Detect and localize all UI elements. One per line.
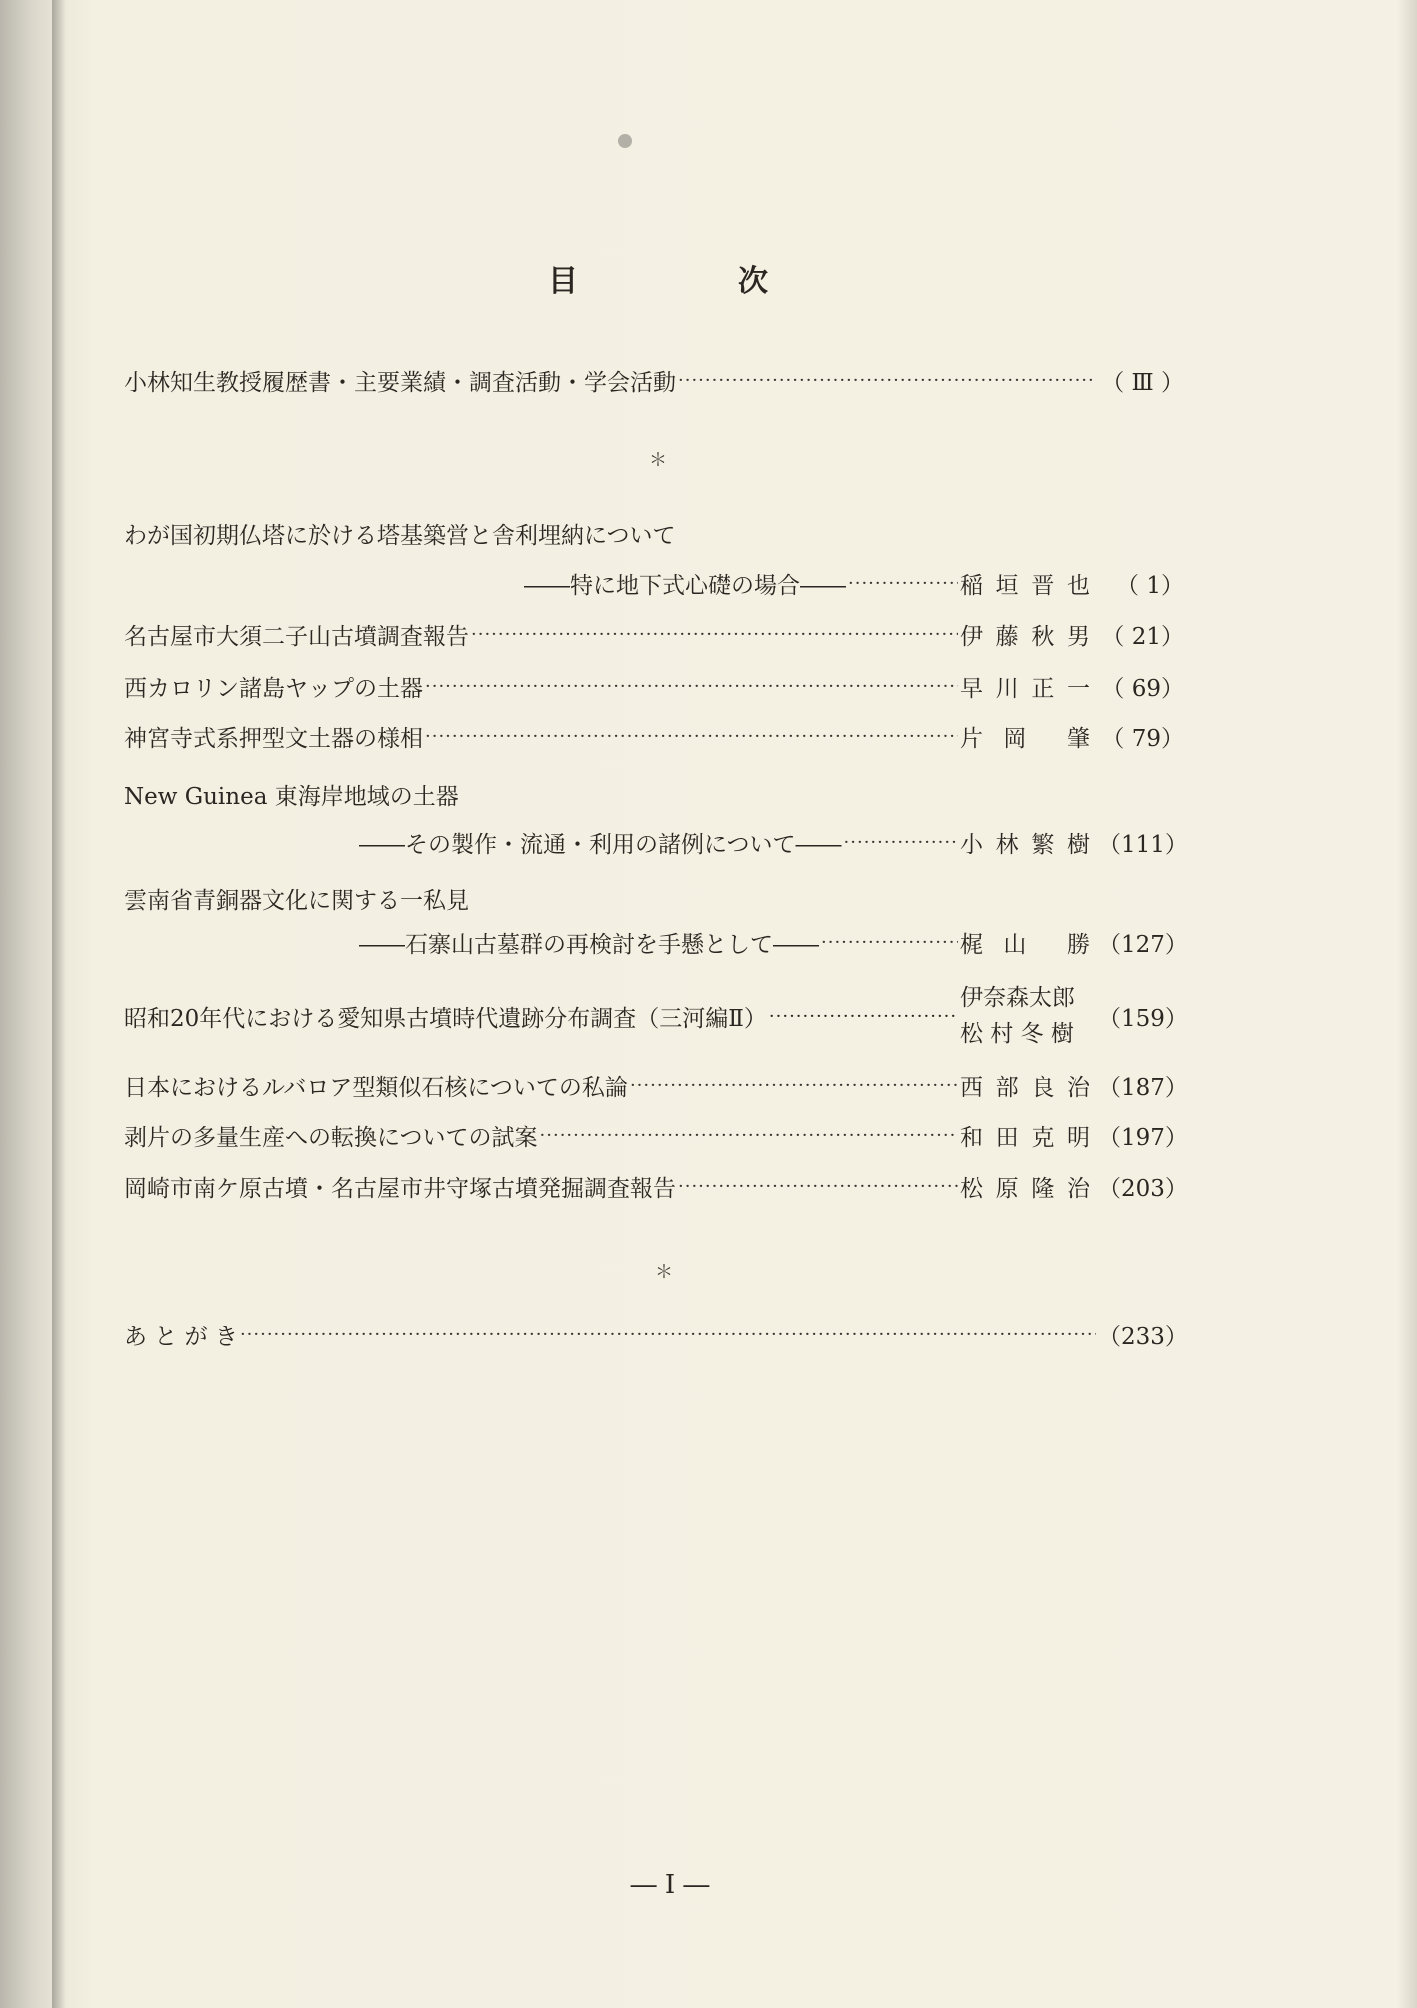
toc-entry [124,1166,1188,1206]
page-edge [1397,0,1417,2008]
leader-dots [769,1006,958,1027]
entry-title: 岡崎市南ケ原古墳・名古屋市井守塚古墳発掘調査報告 [124,1175,676,1202]
toc-entry [124,666,1184,706]
entry-title: 昭和20年代における愛知県古墳時代遺跡分布調査（三河編Ⅱ） [124,1005,767,1032]
title-char-2: 次 [738,264,768,299]
leader-dots [240,1324,1096,1345]
entry-author-2: 松 村 冬 樹 [960,1021,1074,1047]
toc-entry [124,878,1184,918]
entry-title: 西カロリン諸島ヤップの土器 [124,675,423,702]
entry-title: 剥片の多量生産への転換についての試案 [124,1124,538,1151]
toc-entry-subtitle [124,822,1188,862]
entry-page: （203） [1098,1175,1188,1202]
page-title [548,256,768,300]
entry-title: 雲南省青銅器文化に関する一私見 [124,887,469,914]
entry-title: 神宮寺式系押型文土器の様相 [124,725,423,752]
entry-page: （ Ⅲ ） [1101,369,1184,396]
entry-author: 和 田 克 明 [960,1124,1090,1151]
toc-entry-front [124,360,1184,400]
leader-dots [630,1075,958,1096]
leader-dots [678,370,1096,391]
leader-dots [540,1125,958,1146]
leader-dots [425,726,958,747]
entry-page: （ 1） [1116,572,1184,599]
spine-shadow [52,0,66,2008]
entry-author: 西 部 良 治 [960,1074,1090,1101]
entry-page: （ 69） [1101,675,1184,702]
leader-dots [471,624,958,645]
leader-dots [678,1176,958,1197]
title-char-1: 目 [548,264,578,299]
entry-page: （127） [1098,931,1188,958]
toc-entry [124,1065,1188,1105]
entry-page: （111） [1098,831,1188,858]
entry-authors [960,980,1090,1052]
entry-page: （ 79） [1101,725,1184,752]
entry-title: 小林知生教授履歴書・主要業績・調査活動・学会活動 [124,369,676,396]
entry-author: 梶 山 勝 [960,931,1090,958]
entry-subtitle: ――石寨山古墓群の再検討を手懸として―― [359,931,819,958]
toc-entry-afterword [124,1314,1188,1354]
entry-page: （159） [1098,1005,1188,1032]
entry-title: あ と が き [124,1323,238,1350]
toc-entry [124,774,1184,814]
entry-title: 日本におけるルバロア型類似石核についての私論 [124,1074,628,1101]
entry-author: 小 林 繁 樹 [960,831,1090,858]
entry-title: 名古屋市大須二子山古墳調査報告 [124,623,469,650]
ink-speck [618,134,632,148]
entry-page: （187） [1098,1074,1188,1101]
page-number: ― Ⅰ ― [630,1870,710,1900]
toc-entry-two-authors [124,976,1188,1056]
toc-entry [124,513,1184,553]
entry-author: 稲 垣 晋 也 [960,572,1090,599]
toc-entry-subtitle [124,922,1188,962]
entry-author: 松 原 隆 治 [960,1175,1090,1202]
entry-author-1: 伊奈森太郎 [960,985,1075,1011]
entry-title: わが国初期仏塔に於ける塔基築営と舎利埋納について [124,522,676,549]
entry-page: （197） [1098,1124,1188,1151]
entry-author: 伊 藤 秋 男 [960,623,1090,650]
leader-dots [848,573,958,594]
entry-title: New Guinea 東海岸地域の土器 [124,783,459,810]
entry-subtitle: ――特に地下式心礎の場合―― [524,572,846,599]
toc-entry [124,614,1184,654]
toc-entry [124,716,1184,756]
toc-entry [124,1115,1188,1155]
entry-subtitle: ――その製作・流通・利用の諸例について―― [359,831,842,858]
entry-author: 早 川 正 一 [960,675,1090,702]
toc-entry-subtitle [124,563,1184,603]
leader-dots [821,932,958,953]
entry-page: （ 21） [1101,623,1184,650]
entry-author: 片 岡 肇 [960,725,1090,752]
section-asterisk: ＊ [649,450,667,471]
section-asterisk: ＊ [655,1262,673,1283]
entry-page: （233） [1098,1323,1188,1350]
leader-dots [425,676,958,697]
leader-dots [844,832,958,853]
